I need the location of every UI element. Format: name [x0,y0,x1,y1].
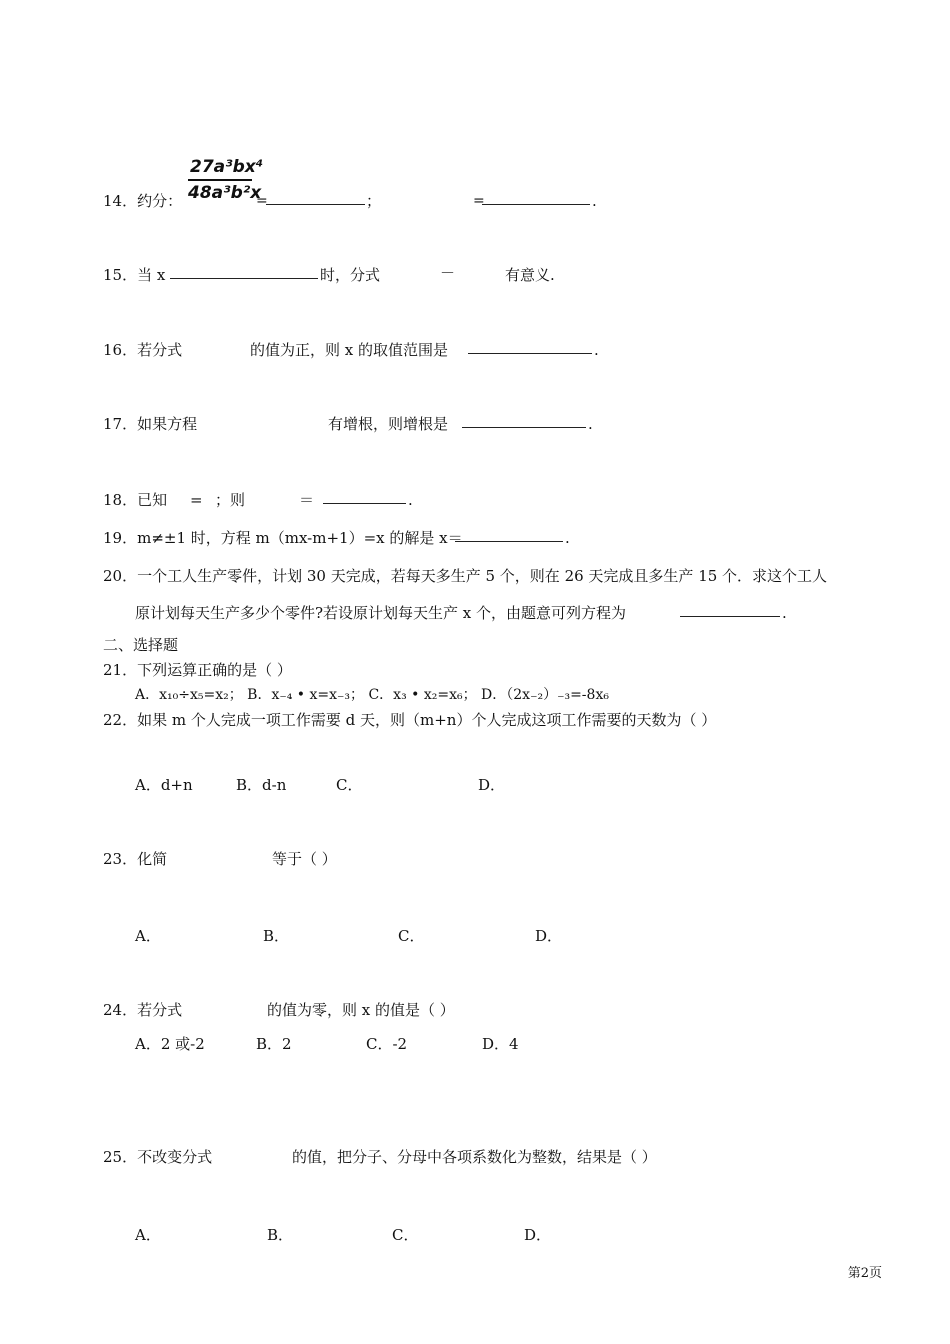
q20-line1: 一个工人生产零件，计划 30 天完成，若每天多生产 5 个，则在 26 天完成且多生产 15 个．求这个工人 [137,567,828,585]
q16-end: . [594,341,599,359]
q15-mid: 时，分式 [320,266,381,284]
question-20 [103,567,827,585]
q16-mid: 的值为正，则 x 的取值范围是 [250,341,448,359]
q22-option-a[interactable]: A．d+n [135,776,193,794]
q14-denominator: 48a³b²x [188,183,262,203]
q20-blank[interactable] [680,602,780,621]
question-21: 21．下列运算正确的是（ ） [103,661,292,679]
q17-blank[interactable] [462,413,586,432]
q17-mid: 有增根，则增根是 [328,415,449,433]
q24-option-c[interactable]: C．-2 [366,1035,408,1053]
q25-stem-end: 的值，把分子、分母中各项系数化为整数，结果是（ ） [292,1148,657,1166]
q23-option-d[interactable]: D． [535,927,563,945]
q24-option-a[interactable]: A．2 或-2 [135,1035,205,1053]
page-number: 第2页 [847,1266,882,1281]
question-16 [103,341,182,359]
question-24: 24．若分式 [103,1001,183,1019]
fraction-bar [188,179,252,181]
q23-option-c[interactable]: C． [398,927,425,945]
question-14 [103,192,182,210]
q18-mid: ；则 [215,491,246,509]
question-19 [103,529,463,547]
q20-end: . [782,604,787,622]
q25-option-d[interactable]: D． [524,1226,552,1244]
q16-number: 16． [103,341,138,359]
question-25: 25．不改变分式 [103,1148,213,1166]
q19-end: . [565,529,570,547]
q22-option-b[interactable]: B．d-n [236,776,287,794]
q19-number: 19． [103,529,138,547]
question-22: 22．如果 m 个人完成一项工作需要 d 天，则（m+n）个人完成这项工作需要的天数为（ ） [103,711,717,729]
q23-option-a[interactable]: A． [135,927,161,945]
q18-text: 已知 [137,491,168,509]
section-title: 二、选择题 [103,636,179,654]
q14-blank2[interactable] [482,190,590,209]
q18-number: 18． [103,491,138,509]
q21-options: A．x₁₀÷x₅=x₂； B．x₋₄ • x=x₋₃； C．x₃ • x₂=x₆； D．（2x₋₂）₋₃=-8x₆ [135,687,609,703]
q15-blank[interactable] [170,264,318,283]
q18-eq: = [190,491,203,509]
question-17 [103,415,197,433]
q16-blank[interactable] [468,339,592,358]
q20-line2: 原计划每天生产多少个零件?若设原计划每天生产 x 个，由题意可列方程为 [135,604,627,622]
q22-option-c[interactable]: C． [336,776,363,794]
q15-dash: － [440,264,456,282]
q16-text: 若分式 [137,341,183,359]
question-23: 23．化简 [103,850,168,868]
q24-stem-end: 的值为零，则 x 的值是（ ） [267,1001,455,1019]
q17-number: 17． [103,415,138,433]
q14-eq2: = [473,193,485,209]
q25-option-a[interactable]: A． [135,1226,161,1244]
q15-text: 当 x [137,266,166,284]
q18-eq2: ＝ [299,491,315,509]
q14-blank1[interactable] [266,190,365,209]
q17-end: . [588,415,593,433]
q18-end: . [408,491,413,509]
q25-option-c[interactable]: C． [392,1226,419,1244]
q14-semicolon: ； [366,192,382,210]
q15-end: 有意义. [505,266,555,284]
q24-option-b[interactable]: B．2 [256,1035,292,1053]
q20-number: 20． [103,567,138,585]
q19-blank[interactable] [455,527,563,546]
q25-option-b[interactable]: B． [267,1226,294,1244]
q14-end: . [592,192,597,210]
q23-option-b[interactable]: B． [263,927,290,945]
q18-blank[interactable] [323,489,406,508]
q14-numerator: 27a³bx⁴ [190,157,264,177]
q17-text: 如果方程 [137,415,198,433]
q14-text: 约分： [137,192,183,210]
q14-number: 14． [103,192,138,210]
q15-number: 15． [103,266,138,284]
q14-eq1: = [256,193,268,209]
question-15 [103,266,165,284]
q22-option-d[interactable]: D． [478,776,506,794]
q24-option-d[interactable]: D．4 [482,1035,519,1053]
q19-text: m≠±1 时，方程 m（mx-m+1）=x 的解是 x＝ [137,529,463,547]
question-18 [103,491,167,509]
q23-stem-end: 等于（ ） [272,850,337,868]
